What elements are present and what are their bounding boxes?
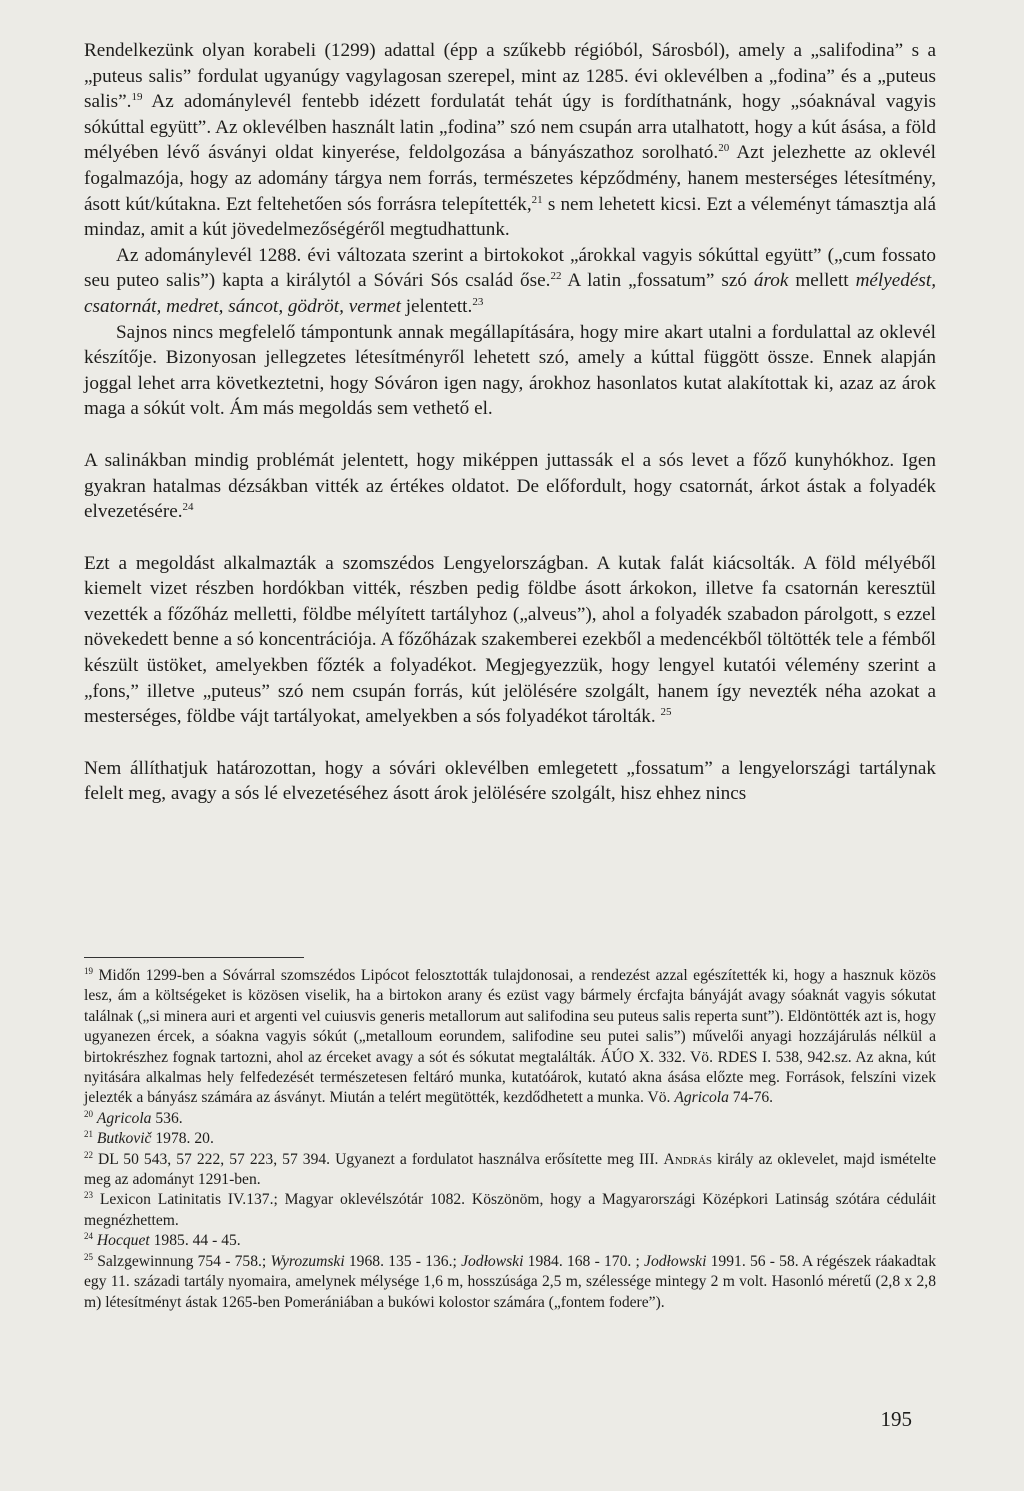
- text-run: 1968. 135 - 136.;: [344, 1252, 462, 1270]
- footnote: [84, 1109, 936, 1129]
- text-run: jelentett.: [400, 295, 473, 317]
- footnote-ref: 25: [660, 706, 672, 719]
- body-paragraph: [84, 243, 936, 320]
- footnote-ref: 19: [84, 966, 93, 976]
- body-paragraph: [84, 448, 936, 525]
- footnotes-list: [84, 966, 936, 1313]
- footnote: [84, 1252, 936, 1313]
- italic-text: Jodłowski: [461, 1252, 524, 1270]
- text-run: 536.: [151, 1109, 183, 1127]
- text-run: Az adománylevél fentebb idézett fordulatát tehát úgy is fordíthatnánk, hogy „sóaknával vagyis sókúttal együtt”. Az oklevélben használt latin „fodina” szó nem csupán arra utalhatott, hogy a kút ásása, a föld mélyében lévő ásványi oldat kinyerése, feldolgozása a bányászathoz sorolható.: [84, 91, 936, 164]
- italic-text: Butkovič: [96, 1130, 152, 1148]
- italic-text: Wyrozumski: [270, 1252, 345, 1270]
- small-caps-text: András: [663, 1150, 713, 1168]
- text-run: 1985. 44 - 45.: [149, 1232, 241, 1250]
- text-run: s nem lehetett kicsi. Ezt a véleményt támasztja alá mindaz, amit a kút jövedelmezőségéről megtudhattunk.: [84, 193, 936, 241]
- footnote-ref: 20: [718, 142, 730, 155]
- italic-text: mélyedést, csatornát, medret, sáncot, gödröt, vermet: [84, 270, 937, 317]
- footnote-ref: 24: [182, 501, 194, 514]
- footnote: [84, 1231, 936, 1251]
- text-run: király az oklevelet, majd ismételte meg az adományt 1291-ben.: [84, 1150, 936, 1189]
- text-run: DL 50 543, 57 222, 57 223, 57 394. Ugyanezt a fordulatot használva erősítette meg III.: [93, 1150, 664, 1168]
- text-run: 1984. 168 - 170. ;: [523, 1252, 645, 1270]
- text-run: Lexicon Latinitatis IV.137.; Magyar oklevélszótár 1082. Köszönöm, hogy a Magyarországi Középkori Latinság szótára céduláit megnézhettem.: [84, 1191, 936, 1229]
- text-run: Rendelkezünk olyan korabeli (1299) adattal (épp a szűkebb régióból, Sárosból), amely a „salifodina” s a „puteus salis” fordulat ugyanúgy vagylagosan szerepel, mint az 1285. évi oklevélben a „fodina” és a „puteus salis”.: [84, 40, 936, 113]
- footnote-separator: [84, 957, 304, 958]
- text-run: 74-76.: [728, 1089, 774, 1107]
- body-text: [84, 38, 936, 807]
- footnote-ref: 22: [550, 270, 562, 283]
- footnote: [84, 1150, 936, 1191]
- footnote-ref: 25: [84, 1251, 93, 1262]
- text-run: Az adománylevél 1288. évi változata szerint a birtokokot „árokkal vagyis sókúttal együtt” („cum fossato seu puteo salis”) kapta a királytól a Sóvári Sós család őse.: [84, 244, 936, 292]
- italic-text: Agricola: [96, 1109, 152, 1127]
- text-run: 1991. 56 - 58. A régészek ráakadtak egy 11. századi tartály nyomaira, amelynek mélysége 1,6 m, hosszúsága 2,5 m, szélessége mintegy 2 m volt. Hasonló méretű (2,8 x 2,8 m) létesítményt ástak 1265-ben Pomerániában a bukówi kolostor számára („fontem fodere”).: [84, 1252, 936, 1311]
- text-run: Ezt a megoldást alkalmazták a szomszédos Lengyelországban. A kutak falát kiácsolták. A föld mélyéből kiemelt vizet részben hordókban vitték, részben pedig földbe ásott árkokon, illetve fa csatornán keresztül vezették a főzőház melletti, földbe mélyített tartályhoz („alveus”), ahol a folyadék szabadon párolgott, s ezzel növekedett benne a só koncentrációja. A főzőházak szakemberei ezekből a medencékből töltötték tele a fémből készült üstöket, amelyekben főzték a folyadékot. Megjegyezzük, hogy lengyel kutatói vélemény szerint a „fons,” illetve „puteus” szó nem csupán forrás, kút jelölésére szolgált, hanem így nevezték néha azokat a mesterséges, földbe vájt tartályokat, amelyekben a sós folyadékot tárolták.: [84, 552, 936, 728]
- footnote-ref: 19: [131, 91, 143, 104]
- footnote-ref: 24: [84, 1231, 93, 1242]
- italic-text: Agricola: [674, 1089, 729, 1107]
- body-paragraph: [84, 320, 936, 422]
- footnote: [84, 966, 936, 1109]
- body-paragraph: [84, 756, 936, 807]
- text-run: mellett: [788, 270, 856, 292]
- footnote: [84, 1190, 936, 1231]
- text-run: A salinákban mindig problémát jelentett, hogy miképpen juttassák el a sós levet a főző kunyhókhoz. Igen gyakran hatalmas dézsákban vitték az értékes oldatot. De előfordult, hogy csatornát, árkot ástak a folyadék elvezetésére.: [84, 449, 936, 523]
- text-run: Sajnos nincs megfelelő támpontunk annak megállapítására, hogy mire akart utalni a fordulattal az oklevél készítője. Bizonyosan jellegzetes létesítményről lehetett szó, amely a kúttal függött össze. Ennek alapján joggal lehet arra következtetni, hogy Sóváron igen nagy, árokhoz hasonlatos kutat alakítottak ki, azaz az árok maga a sókút volt. Ám más megoldás sem vethető el.: [84, 321, 936, 420]
- footnotes-section: [84, 957, 936, 1313]
- text-run: 1978. 20.: [151, 1130, 214, 1148]
- text-run: Nem állíthatjuk határozottan, hogy a sóvári oklevélben emlegetett „fossatum” a lengyelországi tartálynak felelt meg, avagy a sós lé elvezetéséhez ásott árok jelölésére szolgált, hisz ehhez nincs: [84, 757, 936, 805]
- page-number: 195: [880, 1407, 912, 1431]
- text-run: Salzgewinnung 754 - 758.;: [93, 1252, 271, 1270]
- italic-text: Jodłowski: [644, 1252, 707, 1270]
- footnote-ref: 23: [472, 295, 484, 308]
- italic-text: Hocquet: [96, 1232, 150, 1250]
- footnote-ref: 20: [84, 1108, 93, 1119]
- footnote-ref: 21: [531, 193, 543, 206]
- footnote-ref: 22: [84, 1149, 93, 1160]
- text-run: Midőn 1299-ben a Sóvárral szomszédos Lipócot felosztották tulajdonosai, a rendezést azzal egészítették ki, hogy a hasznuk közös lesz, ám a költségeket is közösen viselik, ha a birtokon arany és ezüst vagy bármely ércfajta bányáját avagy sóaknát vagyis sókutat találnak („si minera auri et argenti vel cuiusvis generis metallorum aut salifodina seu puteus salis reperta sunt”). Eldöntötték azt is, hogy ugyanezen ércek, a sóakna vagyis sókút („metalloum eorundem, salifodine seu putei salis”) művelői anyagi hozzájárulás nélkül a birtokrészhez fognak tartozni, ahol az érceket avagy a sót és sókutat megtalálták. ÁÚO X. 332. Vö. RDES I. 538, 942.sz. Az akna, kút nyitására alkalmas hely felfedezését természetesen feltáró munka, kutatóárok, kutató akna ásása előzte meg. Források, felszíni vizek jelezték a bányász számára az ásványt. Miután a telért megütötték, kezdődhetett a munka. Vö.: [84, 967, 936, 1107]
- text-run: A latin „fossatum” szó: [561, 270, 754, 292]
- footnote: [84, 1129, 936, 1149]
- text-run: Azt jelezhette az oklevél fogalmazója, hogy az adomány tárgya nem forrás, természetes képződmény, hanem mesterséges létesítmény, ásott kút/kútakna. Ezt feltehetően sós forrásra telepítették,: [84, 142, 936, 215]
- footnote-ref: 23: [84, 1190, 93, 1201]
- body-paragraph: [84, 38, 936, 243]
- italic-text: árok: [753, 270, 789, 292]
- body-paragraph: [84, 551, 936, 730]
- footnote-ref: 21: [84, 1129, 93, 1140]
